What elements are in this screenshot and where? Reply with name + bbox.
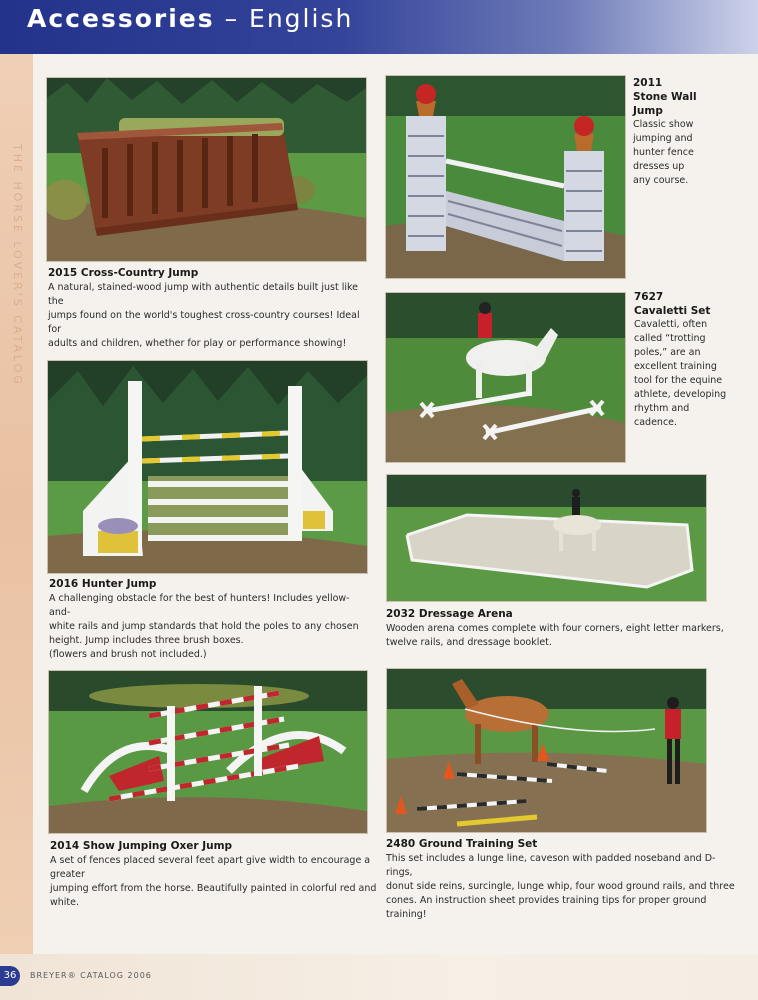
- oxer-jump-description: [50, 854, 380, 910]
- page-title: [27, 4, 353, 33]
- ground-training-set-description: [386, 852, 736, 922]
- cavaletti-set-description: [634, 318, 749, 430]
- cross-country-jump-caption: [48, 267, 368, 351]
- cavaletti-set-photo: [385, 292, 626, 463]
- stone-wall-jump-number: 2011: [633, 77, 663, 89]
- text-line: Wooden arena comes complete with four corners, eight letter markers,: [386, 623, 724, 634]
- dressage-arena-caption: [386, 608, 726, 650]
- text-line: training!: [386, 909, 427, 920]
- footer-catalog-label: BREYER® CATALOG 2006: [30, 971, 152, 980]
- text-line: adults and children, whether for play or performance showing!: [48, 338, 347, 349]
- dressage-arena-title: 2032 Dressage Arena: [386, 608, 513, 620]
- text-line: jumping effort from the horse. Beautifully painted in colorful red and white.: [50, 883, 377, 908]
- text-line: A set of fences placed several feet apart give width to encourage a greater: [50, 855, 371, 880]
- stone-wall-jump-description: [633, 118, 743, 188]
- text-line: twelve rails, and dressage booklet.: [386, 637, 552, 648]
- hunter-jump-description: [49, 592, 369, 662]
- page-header: [0, 0, 758, 54]
- page-number: 36: [0, 966, 20, 986]
- ground-training-set-caption: [386, 838, 736, 922]
- dressage-arena-description: [386, 622, 726, 650]
- text-line: A challenging obstacle for the best of hunters! Includes yellow-and-: [49, 593, 350, 618]
- text-line: (flowers and brush not included.): [49, 649, 207, 660]
- text-line: called “trotting: [634, 333, 706, 344]
- text-line: poles,” are an: [634, 347, 701, 358]
- text-line: tool for the equine: [634, 375, 723, 386]
- text-line: This set includes a lunge line, caveson with padded noseband and D-rings,: [386, 853, 716, 878]
- text-line: rhythm and: [634, 403, 690, 414]
- hunter-jump-caption: [49, 578, 369, 662]
- text-line: cadence.: [634, 417, 678, 428]
- text-line: donut side reins, surcingle, lunge whip, four wood ground rails, and three: [386, 881, 735, 892]
- dressage-arena-photo: [386, 474, 707, 602]
- text-line: white rails and jump standards that hold the poles to any chosen: [49, 621, 359, 632]
- left-decor-band: [0, 54, 33, 954]
- text-line: jumps found on the world's toughest cross-country courses! Ideal for: [48, 310, 360, 335]
- hunter-jump-title: 2016 Hunter Jump: [49, 578, 157, 590]
- oxer-jump-caption: [50, 840, 380, 910]
- hunter-jump-photo: [47, 360, 368, 574]
- ground-training-set-photo: [386, 668, 707, 833]
- text-line: dresses up: [633, 161, 685, 172]
- text-line: Cavaletti, often: [634, 319, 708, 330]
- text-line: any course.: [633, 175, 689, 186]
- text-line: A natural, stained-wood jump with authentic details built just like the: [48, 282, 359, 307]
- text-line: jumping and: [633, 133, 693, 144]
- cavaletti-set-title: Cavaletti Set: [634, 305, 711, 317]
- stone-wall-jump-title-line: Stone Wall: [633, 91, 697, 103]
- oxer-jump-title: 2014 Show Jumping Oxer Jump: [50, 840, 233, 852]
- stone-wall-jump-caption: [633, 76, 743, 188]
- title-main: Accessories: [27, 4, 215, 33]
- stone-wall-jump-title-line: Jump: [633, 105, 663, 117]
- text-line: cones. An instruction sheet provides training tips for proper ground: [386, 895, 707, 906]
- text-line: athlete, developing: [634, 389, 727, 400]
- text-line: height. Jump includes three brush boxes.: [49, 635, 244, 646]
- cross-country-jump-description: [48, 281, 368, 351]
- title-separator: –: [214, 4, 250, 33]
- cross-country-jump-photo: [46, 77, 367, 262]
- stone-wall-jump-photo: [385, 75, 626, 279]
- side-band-text: THE HORSE LOVER'S CATALOG: [11, 144, 24, 387]
- title-subtitle: English: [249, 4, 354, 33]
- text-line: excellent training: [634, 361, 717, 372]
- cavaletti-set-number: 7627: [634, 291, 664, 303]
- text-line: Classic show: [633, 119, 694, 130]
- oxer-jump-photo: [48, 670, 368, 834]
- cross-country-jump-title: 2015 Cross-Country Jump: [48, 267, 199, 279]
- text-line: hunter fence: [633, 147, 694, 158]
- cavaletti-set-caption: [634, 290, 749, 430]
- ground-training-set-title: 2480 Ground Training Set: [386, 838, 538, 850]
